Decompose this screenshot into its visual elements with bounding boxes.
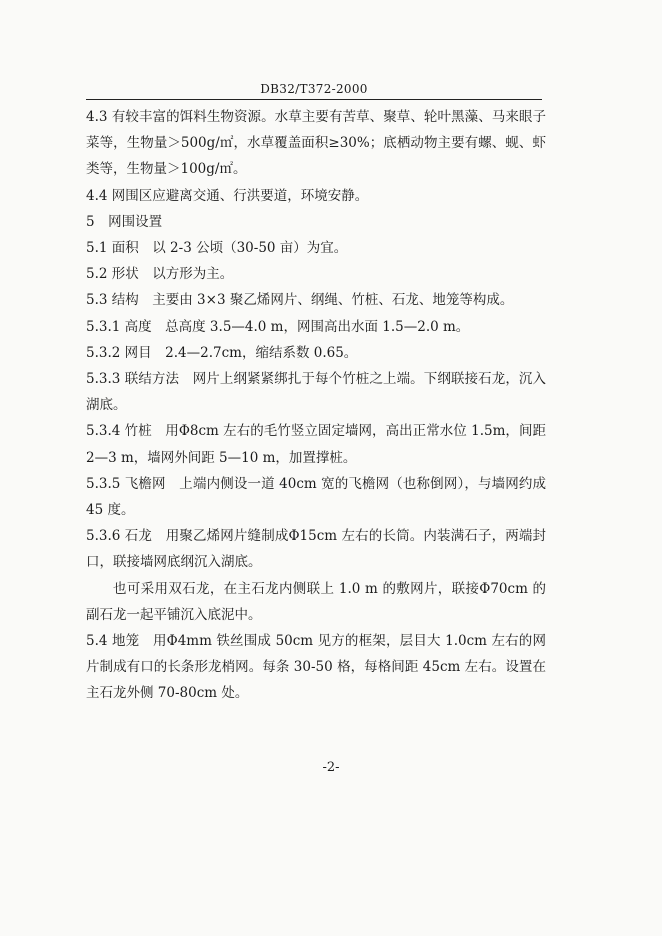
- clause-5-3-6: 5.3.6 石龙 用聚乙烯网片缝制成Φ15cm 左右的长筒。内装满石子，两端封口，联接墙网底纲沉入湖底。: [86, 528, 546, 571]
- clause-5-4: 5.4 地笼 用Φ4mm 铁丝围成 50cm 见方的框架，层目大 1.0cm 左右的网片制成有口的长条形龙梢网。每条 30-50 格，每格间距 45cm 左右。设置在主石龙外侧 70-80cm 处。: [86, 633, 546, 702]
- clause-5-3-5: 5.3.5 飞檐网 上端内侧设一道 40cm 宽的飞檐网（也称倒网），与墙网约成 45 度。: [86, 475, 546, 519]
- clause-4-3: 4.3 有较丰富的饵料生物资源。水草主要有苦草、聚草、轮叶黑藻、马来眼子菜等，生物量＞500g/㎡，水草覆盖面积≥30%；底栖动物主要有螺、蚬、虾类等，生物量＞100g/㎡。: [86, 109, 546, 178]
- clause-5-3-4: 5.3.4 竹桩 用Φ8cm 左右的毛竹竖立固定墙网，高出正常水位 1.5m，间距 2—3 m，墙网外间距 5—10 m，加置撑桩。: [86, 423, 546, 466]
- header-divider: [86, 99, 542, 100]
- clause-5-3-2: 5.3.2 网目 2.4—2.7cm，缩结系数 0.65。: [86, 344, 358, 361]
- page-number: -2-: [322, 760, 340, 775]
- clause-5-3-3: 5.3.3 联结方法 网片上纲紧紧绑扎于每个竹桩之上端。下纲联接石龙，沉入湖底。: [86, 371, 546, 414]
- clause-5-3: 5.3 结构 主要由 3×3 聚乙烯网片、纲绳、竹桩、石龙、地笼等构成。: [86, 292, 514, 309]
- clause-5-3-1: 5.3.1 高度 总高度 3.5—4.0 m，网围高出水面 1.5—2.0 m。: [86, 318, 470, 335]
- running-header: DB32/T372-2000: [260, 82, 368, 96]
- document-body: [86, 104, 546, 707]
- clause-4-4: 4.4 网围区应避离交通、行洪要道，环境安静。: [86, 187, 369, 204]
- clause-5-3-6-note: 也可采用双石龙，在主石龙内侧联上 1.0 m 的敷网片，联接Φ70cm 的副石龙一起平铺沉入底泥中。: [86, 580, 546, 623]
- clause-5-1: 5.1 面积 以 2-3 公顷（30-50 亩）为宜。: [86, 240, 348, 257]
- clause-5-2: 5.2 形状 以方形为主。: [86, 266, 234, 283]
- section-5-heading: 5 网围设置: [86, 213, 163, 230]
